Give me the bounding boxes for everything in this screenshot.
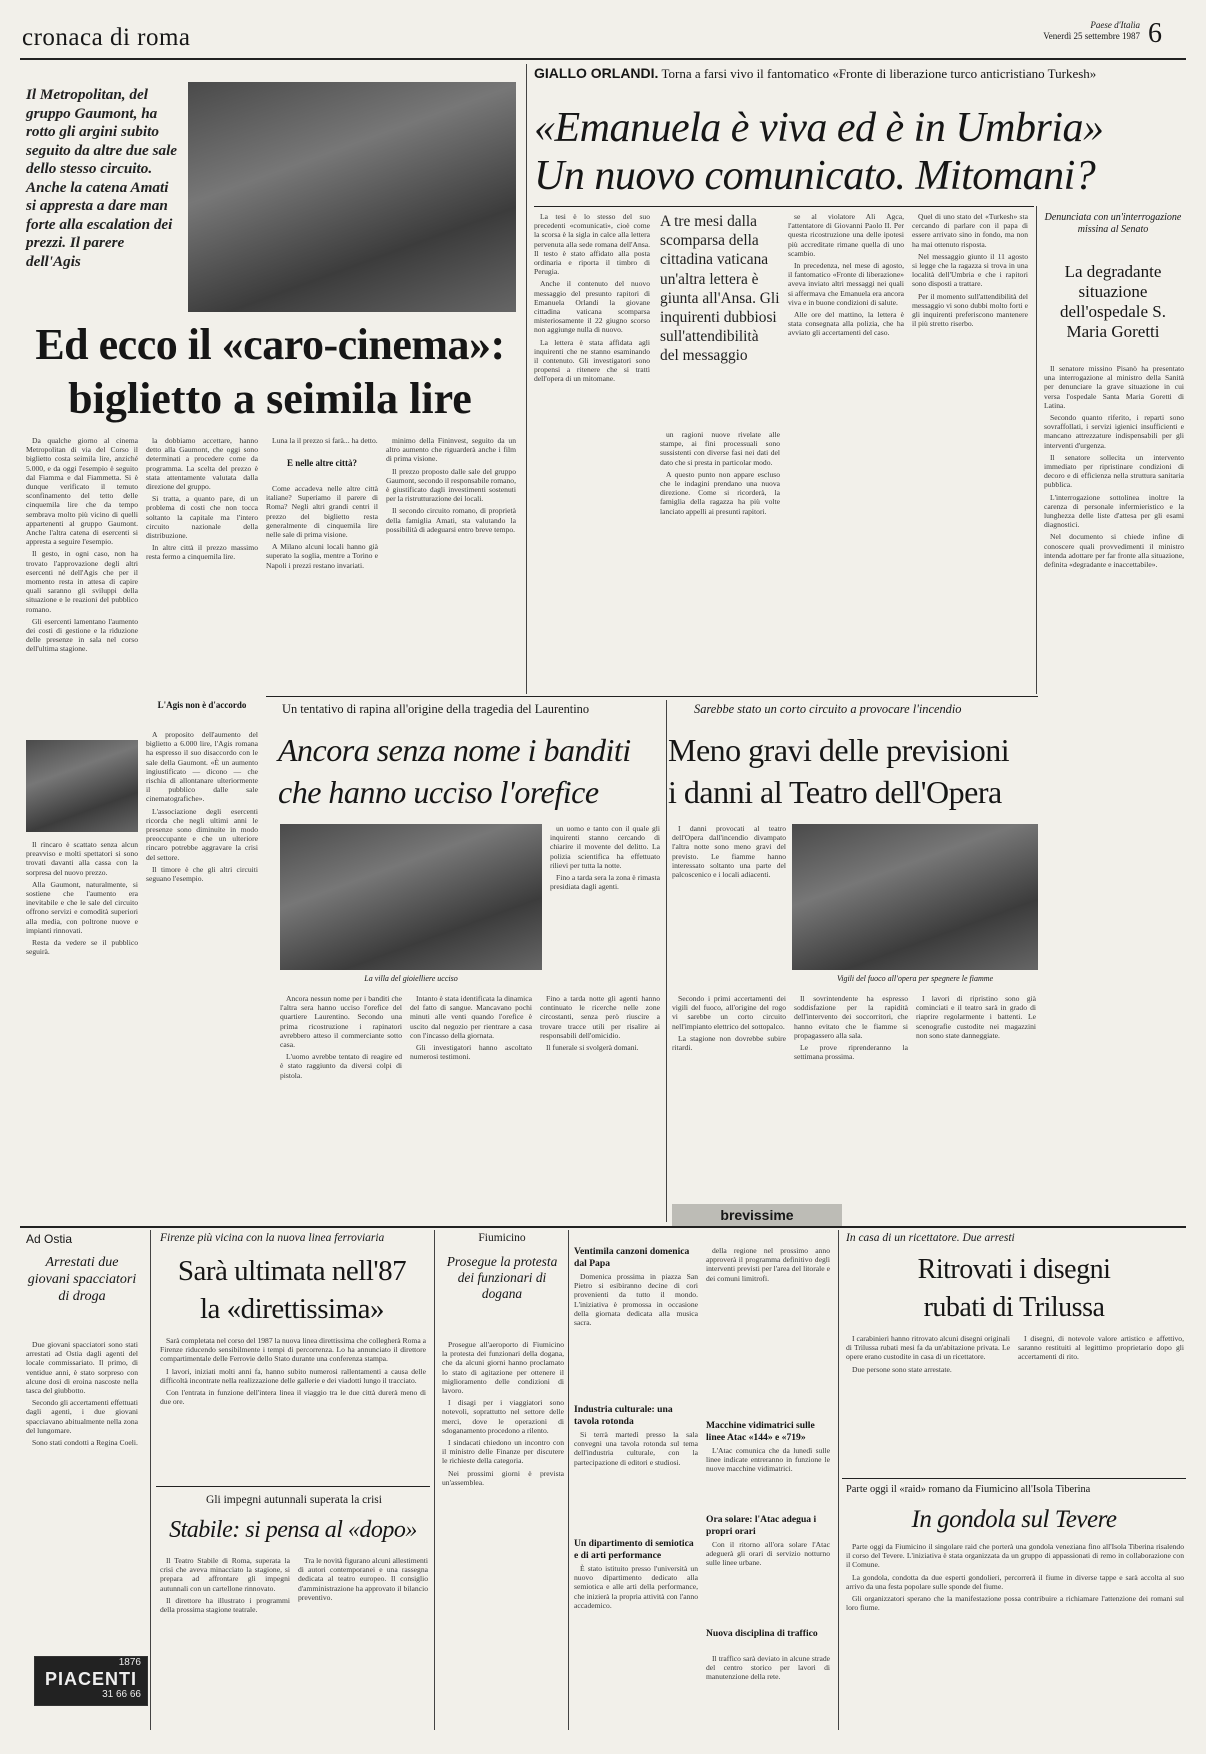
orlandi-rule [534,206,1034,207]
goretti-kicker: Denunciata con un'interrogazione missina al Senato [1044,212,1182,235]
stabile-column-1: Il Teatro Stabile di Roma, superata la crisi che aveva minacciato la stagione, si prepara ad affrontare gli impegni autunnali con un cartellone rinnovato. Il direttore ha illustrato i programmi della prossima stagione teatrale. [160,1556,290,1615]
gondola-kicker: Parte oggi il «raid» romano da Fiumicino all'Isola Tiberina [846,1484,1091,1495]
trilussa-kicker: In casa di un ricettatore. Due arresti [846,1232,1015,1244]
brevissime-text-3: L'Atac comunica che da lunedì sulle linee indicate entreranno in funzione le nuove macchine vidimatrici. [706,1446,830,1474]
opera-kicker: Sarebbe stato un corto circuito a provocare l'incendio [694,702,962,716]
ostia-column: Due giovani spacciatori sono stati arrestati ad Ostia dagli agenti del locale commissariato. Il primo, di ventidue anni, è stato sorpreso con alcune dosi di eroina nascoste nella tasca del giubbotto. Secondo gli accertamenti effettuati dagli agenti, i due giovani spacciavano abitualmente nella zona del lungomare. Sono stati condotti a Regina Coeli. [26,1340,138,1448]
stabile-rule [156,1486,430,1487]
piacenti-advert [34,1656,148,1706]
bottom-section-rule [20,1226,1186,1228]
trilussa-column-2: I disegni, di notevole valore artistico e affettivo, saranno restituiti al legittimo proprietario dopo gli accertamenti di rito. [1018,1334,1184,1362]
gondola-column: Parte oggi da Fiumicino il singolare raid che porterà una gondola veneziana fino all'Isola Tiberina risalendo il corso del Tevere. L'iniziativa è stata organizzata da un gruppo di appassionati di remo in collaborazione con il Comune. La gondola, condotta da due esperti gondolieri, percorrerà il fiume in diverse tappe e sarà accolta al suo arrivo da una festa popolare sulle sponde del fiume. Gli organizzatori sperano che la manifestazione possa contribuire a richiamare l'attenzione dei romani sul loro fiume. [846,1542,1184,1613]
cinema-headline-1: Ed ecco il «caro-cinema»: [35,320,505,369]
brevissime-item-5: Nuova disciplina di traffico [706,1628,818,1639]
column-divider [838,1230,839,1730]
brevissime-text-top-right: della regione nel prossimo anno approverà il programma definitivo degli interventi previsti per l'area del litorale e dei comuni limitrofi. [706,1246,830,1283]
orlandi-headline-2: Un nuovo comunicato. Mitomani? [534,153,1096,199]
section-name: cronaca di roma [22,24,191,51]
column-divider [434,1230,435,1730]
trilussa-headline-1: Ritrovati i disegni [917,1254,1111,1285]
goretti-headline: La degradante situazione dell'ospedale S. Maria Goretti [1060,262,1166,341]
paper-name: Paese d'Italia [1090,20,1140,30]
brevissime-item-4: Ora solare: l'Atac adegua i propri orari [706,1514,817,1537]
orlandi-column-3: se al violatore Ali Agca, l'attentatore di Giovanni Paolo II. Per questa ricostruzione una delle ipotesi più accreditate rimane quella di uno scambio. In precedenza, nel mese di agosto, il fantomatico «Fronte di liberazione» aveva inviato altri messaggi nei quali si affermava che Emanuela era ancora viva e in buone condizioni di salute. Alle ore del mattino, la lettera è stata consegnata alla polizia, che ha avviato gli accertamenti del caso. [788,212,904,338]
brevissime-item-0: Ventimila canzoni domenica dal Papa [574,1246,690,1269]
cinema-column-2: la dobbiamo accettare, hanno detto alla Gaumont, che oggi sono determinati a procedere come da programma. La scelta del prezzo è stata attentamente valutata dalla direzione del gruppo. Si tratta, a quanto pare, di un problema di costi che non tocca soltanto la capitale ma l'intero circuito nazionale della distribuzione. In altre città il prezzo massimo resta fermo a cinquemila lire. [146,436,258,562]
direttissima-headline-2: la «direttissima» [200,1293,384,1325]
laurentino-column-2: Intanto è stata identificata la dinamica del fatto di sangue. Mancavano pochi minuti alle venti quando l'orefice è uscito dal negozio per rientrare a casa con l'incasso della giornata. Gli investigatori hanno ascoltato numerosi testimoni. [410,994,532,1062]
opera-headline-1: Meno gravi delle previsioni [668,732,1010,768]
orlandi-headline-1: «Emanuela è viva ed è in Umbria» [534,105,1104,151]
brevissime-text-4: Con il ritorno all'ora solare l'Atac adeguerà gli orari di servizio notturno sulle linee urbane. [706,1540,830,1568]
mid-rule [266,696,1038,697]
laurentino-kicker: Un tentativo di rapina all'origine della tragedia del Laurentino [282,702,590,716]
orlandi-column-1: La tesi è lo stesso del suo precedenti «comunicati», cioè come la scorsa è la sigla in calce alla lettera pervenuta alla sede romana dell'Ansa. Il testo è stato affidato alla posta ordinaria e riporta il timbro di Perugia. Anche il contenuto del nuovo messaggio del presunto rapitori di Emanuela Orlandi la giovane cittadina vaticana scomparsa misteriosamente il 22 giugno scorso non aggiunge nulla di nuovo. La lettera è stata affidata agli inquirenti che ne stanno esaminando il contenuto. Gli investigatori sono propensi a ritenere che si tratti dell'opera di un mitomane. [534,212,650,384]
trilussa-column-1: I carabinieri hanno ritrovato alcuni disegni originali di Trilussa rubati mesi fa da un'abitazione privata. Le opere erano custodite in casa di un ricettatore. Due persone sono state arrestate. [846,1334,1010,1374]
brevissime-text-5: Il traffico sarà deviato in alcune strade del centro storico per lavori di manutenzione della rete. [706,1654,830,1682]
laurentino-headline-1: Ancora senza nome i banditi [278,732,631,768]
advert-year: 1876 [118,1657,141,1668]
orlandi-deck: A tre mesi dalla scomparsa della cittadina vaticana un'altra lettera è giunta all'Ansa. Gli inquirenti dubbiosi sull'attendibilità del messaggio [660,213,780,365]
brevissime-text-2: È stato istituito presso l'università un nuovo dipartimento dedicato alla semiotica e alle arti della performance, che inizierà la propria attività con l'anno accademico. [574,1564,698,1610]
column-divider [1036,206,1037,694]
cinema-crowd-photo [188,82,516,312]
laurentino-column-side: un uomo e tanto con il quale gli inquirenti stanno cercando di chiarire il movente del delitto. La polizia scientifica ha effettuato rilievi per tutta la notte. Fino a tarda sera la zona è rimasta presidiata dagli agenti. [550,824,660,892]
fiumicino-column: Prosegue all'aeroporto di Fiumicino la protesta dei funzionari della dogana, che da alcuni giorni hanno proclamato lo stato di agitazione per ottenere il miglioramento delle condizioni di lavoro. I disagi per i viaggiatori sono notevoli, soprattutto nel settore delle merci, dove le operazioni di sdoganamento procedono a rilento. I sindacati chiedono un incontro con il ministro delle Finanze per discutere le richieste della categoria. Nei prossimi giorni è prevista un'assemblea. [442,1340,564,1487]
advert-phone: 31 66 66 [102,1689,141,1700]
brevissime-text-0: Domenica prossima in piazza San Pietro si esibiranno decine di cori provenienti da tutto il mondo. L'iniziativa è promossa in occasione della giornata dedicata alla musica sacra. [574,1272,698,1328]
brevissime-item-1: Industria culturale: una tavola rotonda [574,1404,673,1427]
column-divider [568,1230,569,1730]
cinema-subhead-agis: L'Agis non è d'accordo [157,700,247,710]
brevissime-label-box [672,1204,842,1226]
orlandi-kicker-label: GIALLO ORLANDI. [534,65,659,81]
cinema-small-photo [26,740,138,832]
opera-column-side: I danni provocati al teatro dell'Opera dall'incendio divampato l'altra notte sono meno gravi del previsto. Le fiamme hanno interessato soltanto una parte del palcoscenico e i locali adiacenti. [672,824,786,880]
issue-date: Venerdì 25 settembre 1987 [1043,31,1140,41]
column-divider [150,1230,151,1730]
gondola-rule [842,1478,1186,1479]
opera-column-3: I lavori di ripristino sono già cominciati e il teatro sarà in grado di riaprire regolarmente i battenti. Le scenografie custodite nei magazzini non sono state danneggiate. [916,994,1036,1040]
laurentino-caption: La villa del gioielliere ucciso [364,974,458,983]
masthead-meta [900,20,1140,54]
cinema-subhead-citta: E nelle altre città? [286,458,358,468]
direttissima-kicker: Firenze più vicina con la nuova linea ferroviaria [160,1232,385,1244]
brevissime-text-1: Si terrà martedì presso la sala convegni una tavola rotonda sul tema dell'industria culturale, con la partecipazione di editori e studiosi. [574,1430,698,1467]
ostia-kicker: Ad Ostia [26,1232,73,1246]
cinema-headline-2: biglietto a seimila lire [68,374,472,423]
brevissime-item-2: Un dipartimento di semiotica e di arti performance [574,1538,694,1561]
goretti-column: Il senatore missino Pisanò ha presentato una interrogazione al ministro della Sanità per denunciare la grave situazione in cui versa l'ospedale Santa Maria Goretti di Latina. Secondo quanto riferito, i reparti sono sovraffollati, i servizi igienici insufficienti e mancano attrezzature indispensabili per gli interventi d'urgenza. Il senatore sollecita un intervento immediato per ripristinare condizioni di decoro e di efficienza nella struttura sanitaria pubblica. L'interrogazione sottolinea inoltre la carenza di personale infermieristico e la lunghezza delle liste d'attesa per gli esami diagnostici. Nel documento si chiede infine di conoscere quali provvedimenti il ministro intenda adottare per far fronte alla situazione, definita «degradante e inaccettabile». [1044,364,1184,570]
laurentino-photo [280,824,542,970]
fiumicino-headline: Prosegue la protesta dei funzionari di dogana [446,1254,558,1301]
fiumicino-kicker: Fiumicino [478,1232,526,1244]
column-divider [666,700,667,1222]
orlandi-kicker [534,64,1184,84]
gondola-headline: In gondola sul Tevere [911,1506,1117,1533]
cinema-column-1: Da qualche giorno al cinema Metropolitan di via del Corso il biglietto costa seimila lire, anziché 5.000, e da oggi l'esempio è seguito dal Fiamma e dal Fiammetta. Si è dunque verificato il temuto sconfinamento del tetto delle cinquemila lire che da tempo sembrava molto più vicino di quelli appartenenti al gruppo Gaumont. Anche l'altra catena di esercenti si appresta a seguire l'esempio. Il gesto, in ogni caso, non ha trovato l'approvazione degli altri esercenti né dell'Agis che per il momento resta in attesa di capire quali saranno gli sviluppi della situazione e le reazioni del pubblico romano. Gli esercenti lamentano l'aumento dei costi di gestione e la riduzione delle presenze in sala nel corso dell'ultima stagione. [26,436,138,654]
direttissima-column: Sarà completata nel corso del 1987 la nuova linea direttissima che collegherà Roma a Firenze riducendo sensibilmente i tempi di percorrenza. Lo ha annunciato il direttore compartimentale delle Ferrovie dello Stato durante una conferenza stampa. I lavori, iniziati molti anni fa, hanno subito numerosi rallentamenti a causa delle difficoltà incontrate nella realizzazione delle gallerie e dei viadotti lungo il tracciato. Con l'entrata in funzione dell'intera linea il viaggio tra le due città durerà meno di due ore. [160,1336,426,1407]
cinema-column-3: Luna la il prezzo si farà... ha detto. [272,436,378,445]
cinema-column-1b: Il rincaro è scattato senza alcun preavviso e molti spettatori si sono trovati davanti alla cassa con la sorpresa del nuovo prezzo. Alla Gaumont, naturalmente, si sostiene che l'aumento era inevitabile e che le sale del circuito offrono servizi e comodità superiori alla media, con poltrone nuove e impianti rinnovati. Resta da vedere se il pubblico seguirà. [26,840,138,957]
opera-column-1: Secondo i primi accertamenti dei vigili del fuoco, all'origine del rogo vi sarebbe un corto circuito nell'impianto elettrico del sottopalco. La stagione non dovrebbe subire ritardi. [672,994,786,1053]
brevissime-item-3: Macchine vidimatrici sulle linee Atac «144» e «719» [706,1420,815,1443]
cinema-intro: Il Metropolitan, del gruppo Gaumont, ha rotto gli argini subito seguito da altre due sale dello stesso circuito. Anche la catena Amati si appresta a dare man forte alla escalation dei prezzi. Il parere dell'Agis [26,86,178,270]
cinema-column-4: minimo della Fininvest, seguito da un altro aumento che riguarderà anche i film di prima visione. Il prezzo proposto dalle sale del gruppo Gaumont, secondo il responsabile romano, è giustificato dagli investimenti sostenuti per la ristrutturazione dei locali. Il secondo circuito romano, di proprietà della famiglia Amati, sta valutando la possibilità di adeguarsi entro breve tempo. [386,436,516,534]
stabile-kicker: Gli impegni autunnali superata la crisi [206,1494,382,1506]
orlandi-column-2: un ragioni nuove rivelate alle stampe, ai fini processuali sono sussistenti con diverse fasi nei dati del dato che si presta in particolar modo. A questo punto non appare escluso che le indagini prendano una nuova direzione. Come si ricorderà, la famiglia della ragazza ha più volte lanciato appelli ai presunti rapitori. [660,430,780,516]
section-header [22,24,322,54]
cinema-column-2b: A proposito dell'aumento del biglietto a 6.000 lire, l'Agis romana ha espresso il suo disaccordo con le sale della Gaumont. «È un aumento ingiustificato — dicono — che rischia di allontanare ulteriormente il pubblico dalle sale cinematografiche». L'associazione degli esercenti ricorda che negli ultimi anni le presenze sono diminuite in modo preoccupante e che un ulteriore rincaro potrebbe aggravare la crisi del settore. Il timore è che gli altri circuiti seguano l'esempio. [146,730,258,884]
direttissima-headline-1: Sarà ultimata nell'87 [177,1255,407,1287]
trilussa-headline-2: rubati di Trilussa [923,1292,1105,1323]
opera-column-2: Il sovrintendente ha espresso soddisfazione per la rapidità dell'intervento dei soccorritori, che hanno evitato che le fiamme si propagassero alla sala. Le prove riprenderanno la settimana prossima. [794,994,908,1062]
column-divider [526,64,527,694]
opera-caption: Vigili del fuoco all'opera per spegnere le fiamme [836,974,994,983]
orlandi-kicker-text: Torna a farsi vivo il fantomatico «Fronte di liberazione turco anticristiano Turkesh» [661,66,1097,81]
masthead-rule [20,58,1186,60]
opera-photo [792,824,1038,970]
opera-headline-2: i danni al Teatro dell'Opera [668,774,1002,810]
page-number: 6 [1148,18,1162,49]
laurentino-column-3: Fino a tarda notte gli agenti hanno continuato le ricerche nelle zone circostanti, senza però riuscire a trovare tracce utili per risalire ai responsabili dell'omicidio. Il funerale si svolgerà domani. [540,994,660,1053]
brevissime-label: brevissime [720,1207,794,1223]
orlandi-column-4: Quel di uno stato del «Turkesh» sta cercando di parlare con il papa di essere arrivato sino in fondo, ma non ha mai ottenuto risposta. Nel messaggio giunto il 11 agosto si legge che la ragazza si trova in una località dell'Umbria e che i rapitori sono disposti a trattare. Per il momento sull'attendibilità del messaggio vi sono dubbi molto forti e gli inquirenti preferiscono mantenere il più stretto riserbo. [912,212,1028,329]
ostia-headline: Arrestati due giovani spacciatori di droga [27,1255,137,1304]
laurentino-headline-2: che hanno ucciso l'orefice [278,774,599,810]
laurentino-column-1: Ancora nessun nome per i banditi che l'altra sera hanno ucciso l'orefice del quartiere Laurentino. Secondo una prima ricostruzione i rapinatori avrebbero atteso il commerciante sotto casa. L'uomo avrebbe tentato di reagire ed è stato raggiunto da diversi colpi di pistola. [280,994,402,1080]
advert-name: PIACENTI [44,1669,137,1689]
cinema-column-3b: Come accadeva nelle altre città italiane? Superiamo il parere di Roma? Negli altri grandi centri il prezzo del biglietto resta generalmente di cinquemila lire nelle sale di prima visione. A Milano alcuni locali hanno già superato la soglia, mentre a Torino e Napoli i prezzi restano invariati. [266,484,378,570]
stabile-column-2: Tra le novità figurano alcuni allestimenti di autori contemporanei e una rassegna dedicata al teatro europeo. Il consiglio d'amministrazione ha approvato il bilancio preventivo. [298,1556,428,1602]
stabile-headline: Stabile: si pensa al «dopo» [169,1517,417,1543]
